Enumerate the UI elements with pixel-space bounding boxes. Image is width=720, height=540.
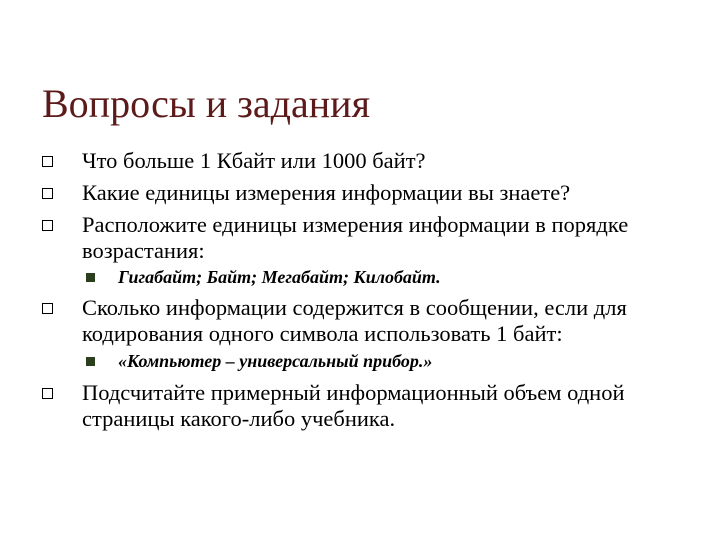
hollow-square-bullet-icon <box>42 388 53 399</box>
answer-item <box>118 266 678 288</box>
question-item <box>82 212 682 264</box>
question-item <box>82 380 682 432</box>
answer-text: Гигабайт; Байт; Мегабайт; Килобайт. <box>118 267 441 287</box>
filled-square-bullet-icon <box>86 357 95 366</box>
filled-square-bullet-icon <box>86 273 95 282</box>
question-text: Расположите единицы измерения информации в порядке возрастания: <box>82 212 629 263</box>
question-item <box>82 148 682 174</box>
question-text: Что больше 1 Кбайт или 1000 байт? <box>82 148 426 173</box>
answer-item <box>118 350 678 372</box>
hollow-square-bullet-icon <box>42 188 53 199</box>
answer-text: «Компьютер – универсальный прибор.» <box>118 351 433 371</box>
question-item <box>82 295 682 347</box>
hollow-square-bullet-icon <box>42 156 53 167</box>
question-item <box>82 180 682 206</box>
question-text: Сколько информации содержится в сообщении, если для кодирования одного символа использовать 1 байт: <box>82 295 627 346</box>
question-text: Подсчитайте примерный информационный объем одной страницы какого-либо учебника. <box>82 380 625 431</box>
slide-title: Вопросы и задания <box>42 81 370 126</box>
hollow-square-bullet-icon <box>42 303 53 314</box>
question-text: Какие единицы измерения информации вы знаете? <box>82 180 571 205</box>
hollow-square-bullet-icon <box>42 220 53 231</box>
